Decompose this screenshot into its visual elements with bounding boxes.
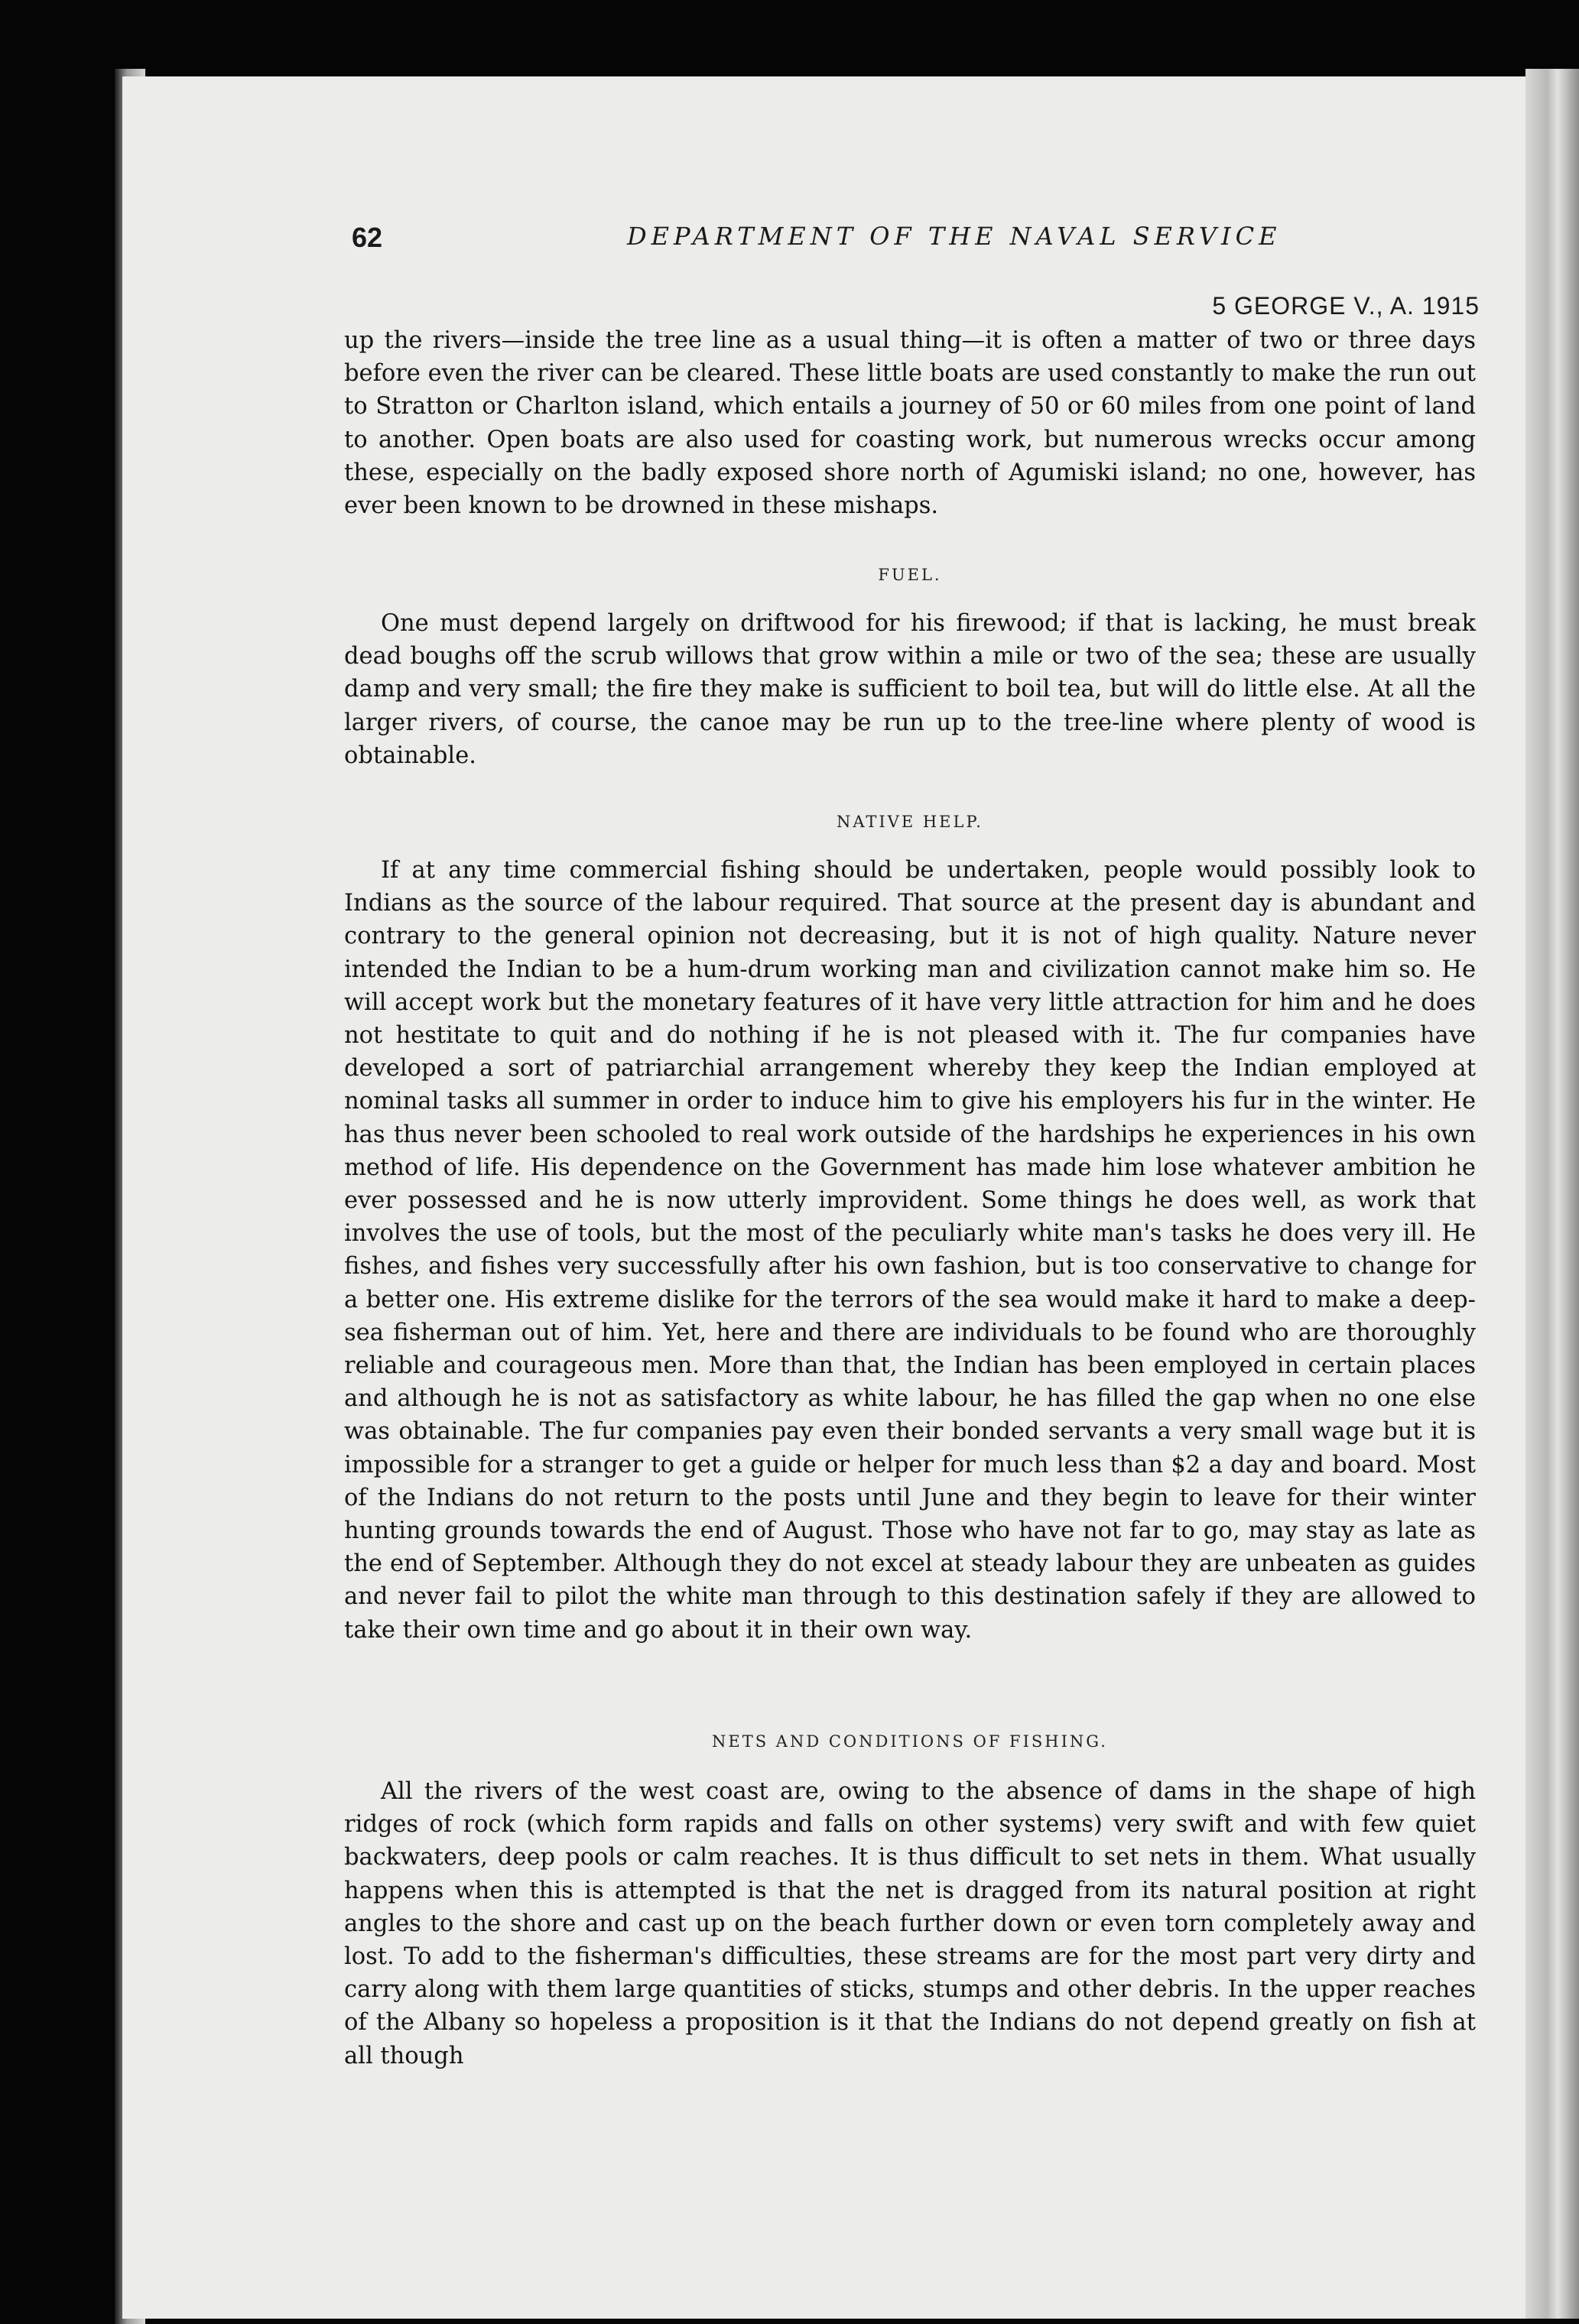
page-number: 62 [352, 222, 383, 253]
heading-nets: NETS AND CONDITIONS OF FISHING. [712, 1732, 1108, 1751]
heading-fuel: FUEL. [878, 566, 942, 584]
paragraph-boats [344, 324, 1476, 522]
paragraph-native-help [344, 854, 1476, 1647]
heading-native-help: NATIVE HELP. [836, 813, 983, 831]
running-head: DEPARTMENT OF THE NAVAL SERVICE [627, 222, 1282, 251]
paragraph-text: If at any time commercial fishing should be undertaken, people would possibly look to Indians as the source of the labour required. That source at the present day is abundant and contrary to the general opinion not decreasing, but it is not of high quality. Nature never intended the Indian to be a hum-drum working man and civilization cannot make him so. He will accept work but the monetary features of it have very little attraction for him and he does not hestitate to quit and do nothing if he is not pleased with it. The fur companies have developed a sort of patriarchial arrangement whereby they keep the Indian employed at nominal tasks all summer in order to induce him to give his employers his fur in the winter. He has thus never been schooled to real work outside of the hardships he experiences in his own method of life. His dependence on the Government has made him lose whatever ambition he ever possessed and he is now utterly improvident. Some things he does well, as work that involves the use of tools, but the most of the peculiarly white man's tasks he does very ill. He fishes, and fishes very successfully after his own fashion, but is too conservative to change for a better one. His extreme dislike for the terrors of the sea would make it hard to make a deep-sea fisherman out of him. Yet, here and there are individuals to be found who are thoroughly reliable and courageous men. More than that, the Indian has been employed in certain places and although he is not as satisfactory as white labour, he has filled the gap when no one else was obtainable. The fur companies pay even their bonded servants a very small wage but it is impossible for a stranger to get a guide or helper for much less than $2 a day and board. Most of the Indians do not return to the posts until June and they begin to leave for their winter hunting grounds towards the end of August. Those who have not far to go, may stay as late as the end of September. Although they do not excel at steady labour they are unbeaten as guides and never fail to pilot the white man through to this destination safely if they are allowed to take their own time and go about it in their own way. [344, 857, 1476, 1644]
paragraph-fuel [344, 607, 1476, 772]
page-fore-edge [1525, 69, 1579, 2319]
paragraph-text: All the rivers of the west coast are, owing to the absence of dams in the shape of high ridges of rock (which form rapids and falls on other systems) very swift and with few quiet backwaters, deep pools or calm reaches. It is thus difficult to set nets in them. What usually happens when this is attempted is that the net is dragged from its natural position at right angles to the shore and cast up on the beach further down or even torn completely away and lost. To add to the fisherman's difficulties, these streams are for the most part very dirty and carry along with them large quantities of sticks, stumps and other debris. In the upper reaches of the Albany so hopeless a proposition is it that the Indians do not depend greatly on fish at all though [344, 1778, 1476, 2069]
session-line: 5 GEORGE V., A. 1915 [1212, 292, 1480, 320]
paragraph-text: up the rivers—inside the tree line as a usual thing—it is often a matter of two or three days before even the river can be cleared. These little boats are used constantly to make the run out to Stratton or Charlton island, which entails a journey of 50 or 60 miles from one point of land to another. Open boats are also used for coasting work, but numerous wrecks occur among these, especially on the badly exposed shore north of Agumiski island; no one, however, has ever been known to be drowned in these mishaps. [344, 327, 1476, 520]
paragraph-nets [344, 1775, 1476, 2072]
paragraph-text: One must depend largely on driftwood for his firewood; if that is lacking, he must break dead boughs off the scrub willows that grow within a mile or two of the sea; these are usually damp and very small; the fire they make is sufficient to boil tea, but will do little else. At all the larger rivers, of course, the canoe may be run up to the tree-line where plenty of wood is obtainable. [344, 610, 1476, 769]
